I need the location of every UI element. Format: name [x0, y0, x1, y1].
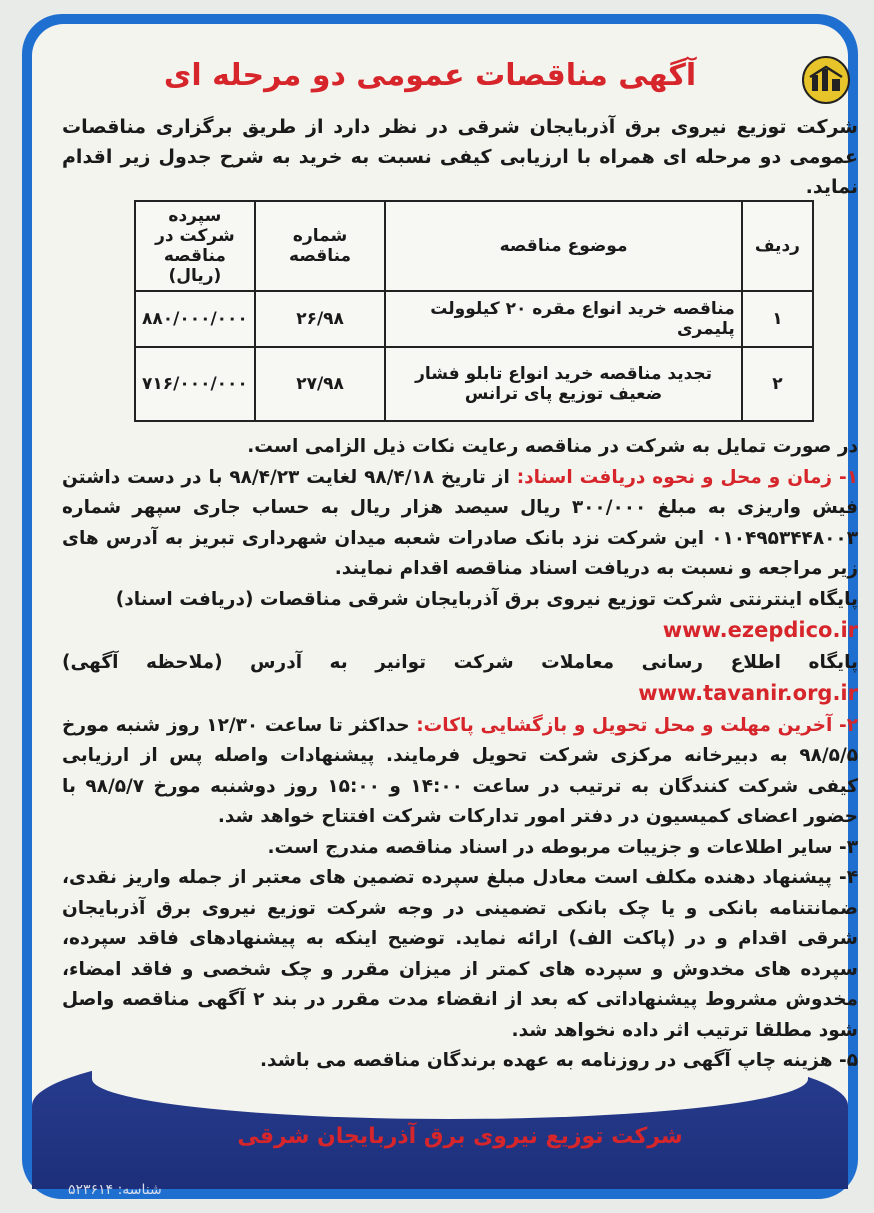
portal-url-link[interactable]: www.ezepdico.ir [662, 618, 858, 642]
conditions [62, 432, 858, 1077]
col-header-row: ردیف [742, 201, 813, 291]
ad-content [62, 44, 859, 1198]
col-header-number: شماره مناقصه [255, 201, 386, 291]
col-header-subject: موضوع مناقصه [385, 201, 741, 291]
item-1-heading: ۱- زمان و محل و نحوه دریافت اسناد: [516, 466, 858, 488]
table-row [135, 347, 813, 421]
company-signature: شرکت توزیع نیروی برق آذربایجان شرقی [237, 1124, 683, 1149]
tavanir-url-link[interactable]: www.tavanir.org.ir [638, 681, 858, 705]
tavanir-logo-icon [802, 56, 850, 104]
cell-subject: مناقصه خرید انواع مقره ۲۰ کیلوولت پلیمری [385, 291, 741, 347]
tender-table [134, 200, 814, 422]
cell-row: ۱ [742, 291, 813, 347]
notes-intro: در صورت تمایل به شرکت در مناقصه رعایت نکات ذیل الزامی است. [247, 436, 858, 457]
intro-paragraph: شرکت توزیع نیروی برق آذربایجان شرقی در نظر دارد از طریق برگزاری مناقصات عمومی دو مرحله ای همراه با ارزیابی کیفی نسبت به خرید به شرح جدول زیر اقدام نماید. [62, 116, 858, 198]
cell-row: ۲ [742, 347, 813, 421]
cell-subject: تجدید مناقصه خرید انواع تابلو فشار ضعیف توزیع پای ترانس [385, 347, 741, 421]
cell-number: ۲۶/۹۸ [255, 291, 386, 347]
tavanir-text: پایگاه اطلاع رسانی معاملات شرکت توانیر به آدرس (ملاحظه آگهی) [62, 651, 858, 673]
cell-deposit: ۷۱۶/۰۰۰/۰۰۰ [135, 347, 255, 421]
item-2 [62, 711, 858, 833]
ad-title: آگهی مناقصات عمومی دو مرحله ای [163, 58, 697, 93]
item-2-heading: ۲- آخرین مهلت و محل تحویل و بازگشایی پاکات: [416, 714, 858, 736]
item-1-text: از تاریخ ۹۸/۴/۱۸ لغایت ۹۸/۴/۲۳ با در دست داشتن فیش واریزی به مبلغ ۳۰۰/۰۰۰ ریال سیصد هزار ریال به حساب جاری سپهر شماره ۰۱۰۴۹۵۳۴۴۸۰۰۳ این شرکت نزد بانک صادرات شعبه میدان شهرداری تبریز به آدرس های زیر مراجعه و نسبت به دریافت اسناد مناقصه اقدام نمایند. [62, 466, 859, 579]
ad-panel [32, 24, 859, 1198]
ad-id: شناسه: ۵۲۳۶۱۴ [68, 1182, 162, 1198]
item-4: ۴- پیشنهاد دهنده مکلف است معادل مبلغ سپرده تضمین های معتبر از جمله واریز نقدی، ضمانتنامه بانکی و یا چک بانکی تضمینی در وجه شرکت توزیع نیروی برق آذربایجان شرقی اقدام و در (پاکت الف) ارائه نماید. توضیح اینکه به پیشنهادهای فاقد سپرده، سپرده های مخدوش و سپرده های کمتر از میزان مقرر و چک شخصی و فاقد امضاء، مخدوش مشروط پیشنهاداتی که بعد از انقضاء مدت مقرر در بند ۲ آگهی مناقصه واصل شود مطلقا ترتیب اثر داده نخواهد شد. [62, 867, 858, 1041]
portal-url-line [62, 615, 858, 648]
col-header-deposit: سپرده شرکت در مناقصه (ریال) [135, 201, 255, 291]
item-2-text: حداکثر تا ساعت ۱۲/۳۰ روز شنبه مورخ ۹۸/۵/۵ به دبیرخانه مرکزی شرکت تحویل فرمایند. پیشنهادات واصله پس از ارزیابی کیفی شرکت کنندگان به ترتیب در ساعت ۱۴:۰۰ و ۱۵:۰۰ روز دوشنبه مورخ ۹۸/۵/۷ با حضور اعضای کمیسیون در دفتر امور تدارکات شرکت افتتاح خواهد شد. [62, 714, 858, 827]
item-1 [62, 463, 858, 585]
table-row [135, 291, 813, 347]
portal-line: پایگاه اینترنتی شرکت توزیع نیروی برق آذربایجان شرقی مناقصات (دریافت اسناد) [115, 588, 858, 610]
item-3: ۳- سایر اطلاعات و جزییات مربوطه در اسناد مناقصه مندرج است. [267, 836, 858, 858]
cell-deposit: ۸۸۰/۰۰۰/۰۰۰ [135, 291, 255, 347]
item-5: ۵- هزینه چاپ آگهی در روزنامه به عهده برندگان مناقصه می باشد. [260, 1050, 858, 1071]
ad-frame [22, 14, 858, 1199]
tavanir-line [62, 648, 858, 711]
cell-number: ۲۷/۹۸ [255, 347, 386, 421]
